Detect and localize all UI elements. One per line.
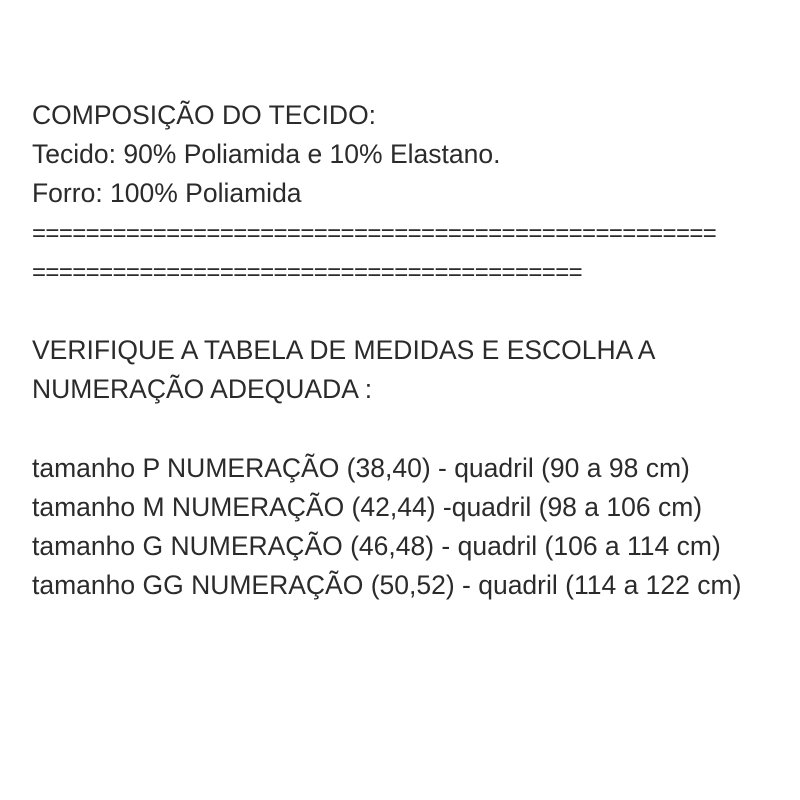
composition-heading: COMPOSIÇÃO DO TECIDO: xyxy=(32,100,377,130)
size-row-m: tamanho M NUMERAÇÃO (42,44) -quadril (98 a 106 cm) xyxy=(32,491,703,522)
separator-line: =================================================== xyxy=(32,219,717,247)
lining-composition: Forro: 100% Poliamida xyxy=(32,178,302,209)
size-row-p: tamanho P NUMERAÇÃO (38,40) - quadril (90 a 98 cm) xyxy=(32,452,690,483)
spacer xyxy=(32,410,782,449)
size-row-gg: tamanho GG NUMERAÇÃO (50,52) - quadril (114 a 122 cm) xyxy=(32,570,742,601)
size-guide-heading: VERIFIQUE A TABELA DE MEDIDAS E ESCOLHA A NUMERAÇÃO ADEQUADA : xyxy=(32,335,654,405)
separator-line: ========================================= xyxy=(32,258,583,286)
fabric-composition: Tecido: 90% Poliamida e 10% Elastano. xyxy=(32,139,501,170)
product-description xyxy=(32,96,782,606)
size-row-g: tamanho G NUMERAÇÃO (46,48) - quadril (106 a 114 cm) xyxy=(32,531,721,562)
spacer xyxy=(32,292,782,331)
